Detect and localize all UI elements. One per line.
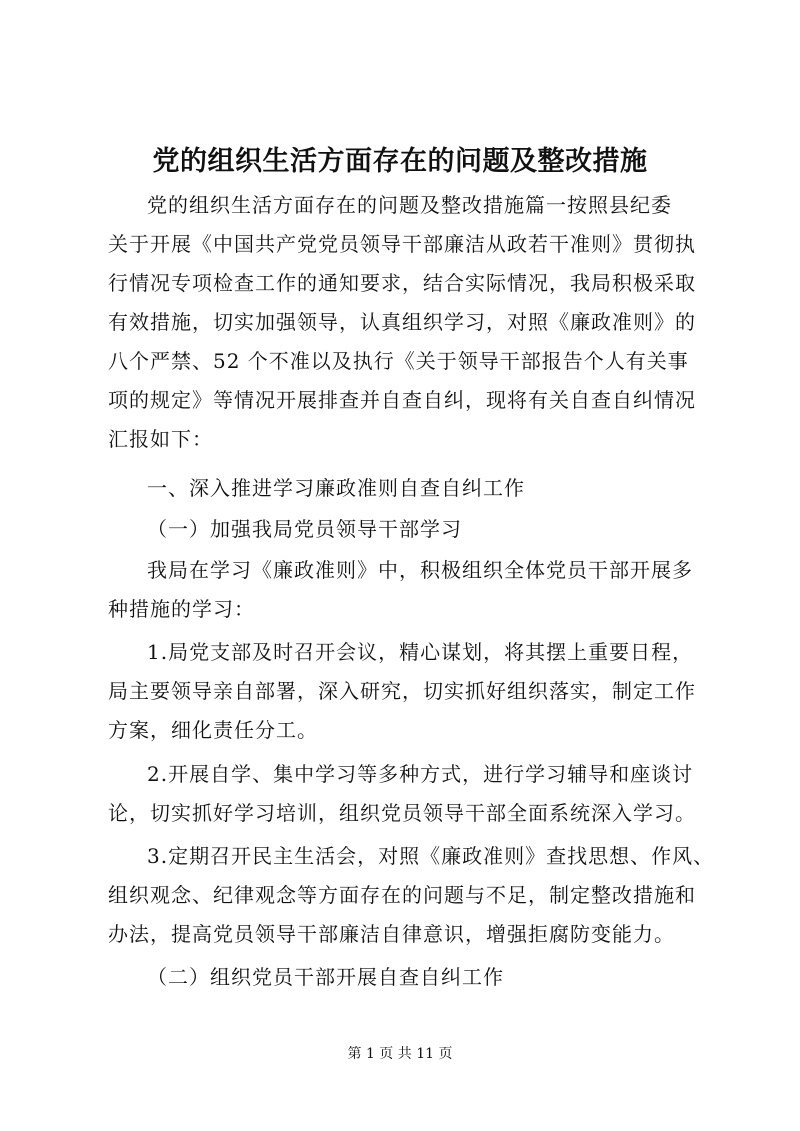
list-item-line: 1.局党支部及时召开会议，精心谋划，将其摆上重要日程， bbox=[147, 640, 694, 664]
subsection-heading: （二）组织党员干部开展自查自纠工作 bbox=[147, 965, 504, 989]
body-line: 行情况专项检查工作的通知要求，结合实际情况，我局积极采取 bbox=[108, 271, 696, 295]
list-item-line: 组织观念、纪律观念等方面存在的问题与不足，制定整改措施和 bbox=[108, 883, 696, 907]
body-line: 八个严禁、52 个不准以及执行《关于领导干部报告个人有关事 bbox=[108, 349, 689, 373]
section-heading: 一、深入推进学习廉政准则自查自纠工作 bbox=[147, 476, 525, 500]
body-line: 有效措施，切实加强领导，认真组织学习，对照《廉政准则》的 bbox=[108, 310, 696, 334]
document-title: 党的组织生活方面存在的问题及整改措施 bbox=[152, 146, 648, 177]
body-line: 项的规定》等情况开展排查并自查自纠，现将有关自查自纠情况 bbox=[108, 388, 696, 412]
list-item-line: 论，切实抓好学习培训，组织党员领导干部全面系统深入学习。 bbox=[108, 801, 696, 825]
body-line: 种措施的学习： bbox=[108, 597, 255, 621]
page-footer: 第 1 页 共 11 页 bbox=[347, 1046, 453, 1062]
subsection-heading: （一）加强我局党员领导干部学习 bbox=[147, 517, 462, 541]
body-line: 汇报如下： bbox=[108, 427, 213, 451]
body-line: 党的组织生活方面存在的问题及整改措施篇一按照县纪委 bbox=[147, 193, 672, 217]
body-line: 关于开展《中国共产党党员领导干部廉洁从政若干准则》贯彻执 bbox=[108, 232, 696, 256]
list-item-line: 局主要领导亲自部署，深入研究，切实抓好组织落实，制定工作 bbox=[108, 679, 696, 703]
body-line: 我局在学习《廉政准则》中，积极组织全体党员干部开展多 bbox=[147, 558, 693, 582]
list-item-line: 2.开展自学、集中学习等多种方式，进行学习辅导和座谈讨 bbox=[147, 762, 694, 786]
list-item-line: 方案，细化责任分工。 bbox=[108, 718, 318, 742]
list-item-line: 3.定期召开民主生活会，对照《廉政准则》查找思想、作风、 bbox=[147, 844, 715, 868]
list-item-line: 办法，提高党员领导干部廉洁自律意识，增强拒腐防变能力。 bbox=[108, 922, 675, 946]
